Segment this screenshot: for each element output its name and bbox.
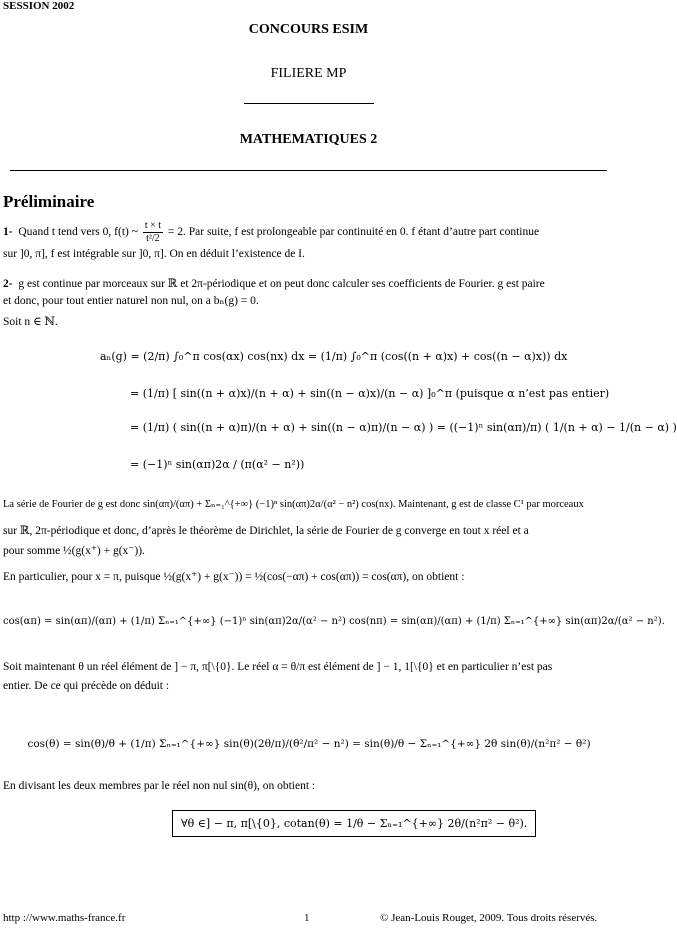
paragraph-1	[3, 220, 615, 245]
header-rule	[10, 170, 607, 171]
p1-text-a: Quand t tend vers 0, f(t) ~	[18, 226, 138, 239]
equation-cos-alpha-pi: cos(απ) = sin(απ)/(απ) + (1/π) Σₙ₌₁^{+∞} (−1)ⁿ sin(απ)2α/(α² − n²) cos(nπ) = sin(απ)/(απ) + (1/π) Σₙ₌₁^{+∞} sin(απ)2α/(α² − n²).	[3, 616, 665, 627]
boxed-result: ∀θ ∈] − π, π[\{0}, cotan(θ) = 1/θ − Σₙ₌₁^{+∞} 2θ/(n²π² − θ²).	[172, 810, 536, 837]
p1-frac-den: t²/2	[146, 233, 160, 244]
paragraph-4-line-1: Soit maintenant θ un réel élément de ] − π, π[\{0}. Le réel α = θ/π est élément de ] − 1, 1[\{0} et en particulier n’est pas	[3, 661, 553, 673]
item-number: 2-	[3, 278, 13, 290]
page-number: 1	[304, 912, 310, 924]
paragraph-4-line-2: entier. De ce qui précède on déduit :	[3, 680, 170, 692]
subject-title: MATHEMATIQUES 2	[239, 132, 378, 147]
equation-fourier-line-4: = (−1)ⁿ sin(απ)2α / (π(α² − n²))	[130, 458, 305, 471]
equation-fourier-line-2: = (1/π) [ sin((n + α)x)/(n + α) + sin((n − α)x)/(n − α) ]₀^π (puisque α n’est pas entier)	[130, 387, 610, 400]
title-divider	[244, 103, 374, 104]
equation-cos-theta: cos(θ) = sin(θ)/θ + (1/π) Σₙ₌₁^{+∞} sin(θ)(2θ/π)/(θ²/π² − n²) = sin(θ)/θ − Σₙ₌₁^{+∞} 2θ sin(θ)/(n²π² − θ²)	[27, 738, 591, 750]
equation-fourier-line-3: = (1/π) ( sin((n + α)π)/(n + α) + sin((n − α)π)/(n − α) ) = ((−1)ⁿ sin(απ)/π) ( 1/(n + α) − 1/(n − α) )	[130, 421, 677, 434]
equation-fourier-line-1: aₙ(g) = (2/π) ∫₀^π cos(αx) cos(nx) dx = (1/π) ∫₀^π (cos((n + α)x) + cos((n − α)x)) dx	[100, 350, 568, 363]
footer-copyright: © Jean-Louis Rouget, 2009. Tous droits réservés.	[380, 912, 598, 924]
paragraph-2	[3, 275, 615, 293]
exam-title: CONCOURS ESIM	[248, 22, 369, 37]
paragraph-3-line-4: En particulier, pour x = π, puisque ½(g(x⁺) + g(x⁻)) = ½(cos(−απ) + cos(απ)) = cos(απ), on obtient :	[3, 571, 465, 583]
paragraph-2-line-3: Soit n ∈ ℕ.	[3, 316, 58, 328]
p1-frac-num: t × t	[144, 220, 162, 231]
paragraph-3-line-2: sur ℝ, 2π-périodique et donc, d’après le théorème de Dirichlet, la série de Fourier de g converge en tout x réel et a	[3, 525, 529, 537]
p1-text-b: = 2. Par suite, f est prolongeable par continuité en 0. f étant d’autre part continue	[167, 226, 540, 239]
footer-url: http ://www.maths-france.fr	[3, 912, 126, 924]
session-label: SESSION 2002	[3, 0, 75, 12]
section-heading: Préliminaire	[3, 192, 95, 211]
paragraph-3-line-1: La série de Fourier de g est donc sin(απ)/(απ) + Σₙ₌₁^{+∞} (−1)ⁿ sin(απ)2α/(α² − n²) cos(nx). Maintenant, g est de classe C¹ par morceaux	[3, 499, 584, 510]
paragraph-2-line-2: et donc, pour tout entier naturel non nul, on a bₙ(g) = 0.	[3, 295, 259, 307]
item-number: 1-	[3, 226, 13, 239]
p1-fraction	[143, 220, 163, 245]
paragraph-5: En divisant les deux membres par le réel non nul sin(θ), on obtient :	[3, 780, 316, 792]
track-title: FILIERE MP	[270, 66, 347, 81]
p2-line-1: g est continue par morceaux sur ℝ et 2π-périodique et on peut donc calculer ses coefficients de Fourier. g est paire	[18, 278, 545, 290]
paragraph-3-line-3: pour somme ½(g(x⁺) + g(x⁻)).	[3, 545, 145, 557]
paragraph-1-line-2: sur ]0, π], f est intégrable sur ]0, π]. On en déduit l’existence de I.	[3, 248, 305, 260]
